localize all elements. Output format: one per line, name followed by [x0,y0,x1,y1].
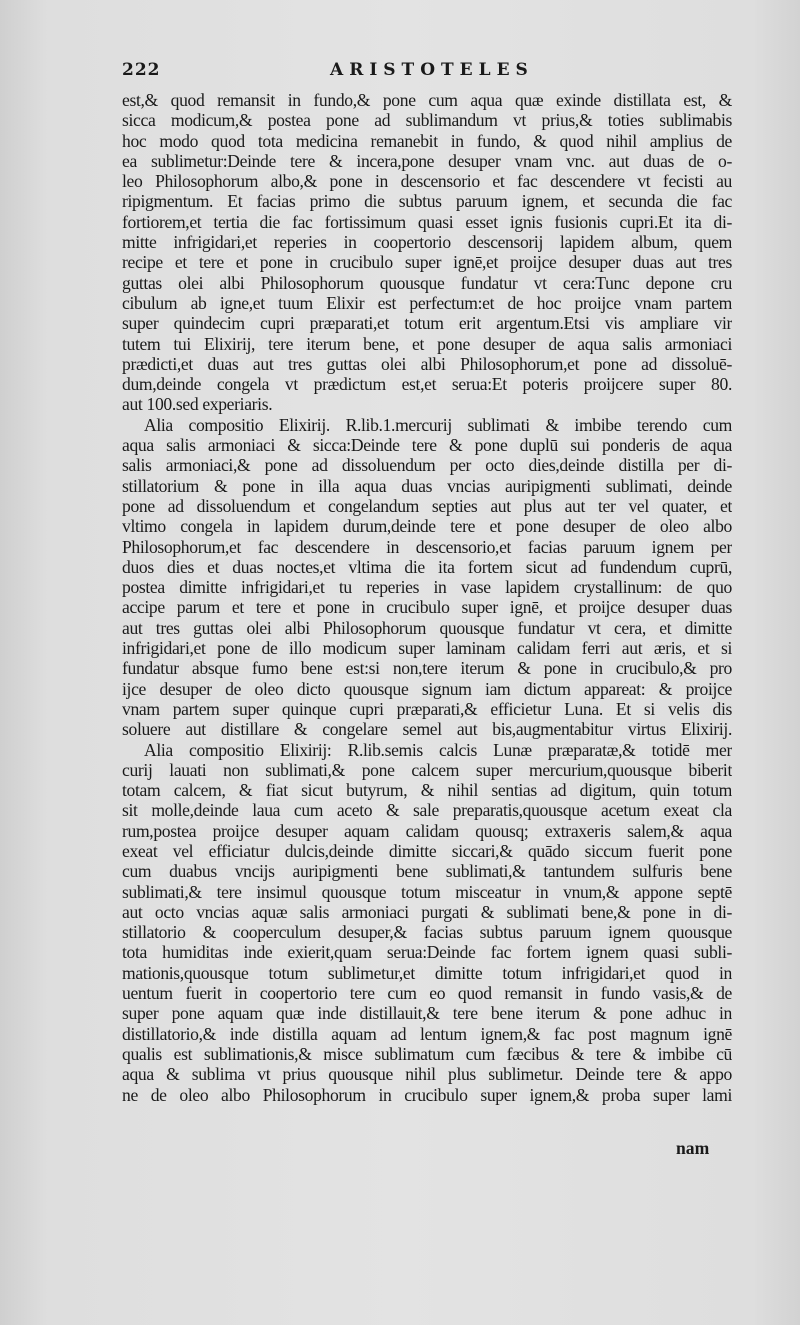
text-line: accipe parum et tere et pone in crucibulo super ignē, et proijce desuper duas [122,597,732,618]
text-line: stillatorium & pone in illa aqua duas vncias auripigmenti sublimati, deinde [122,475,732,496]
text-line: tota humiditas inde exierit,quam serua:Deinde fac fortem ignem quasi subli- [122,942,732,963]
text-line: ijce desuper de oleo dicto quousque signum iam dictum appareat: & proijce [122,678,732,699]
text-line: fortiorem,et tertia die fac fortissimum quasi esset ignis fusionis cupri.Et ita di- [122,211,732,232]
text-line: aut 100.sed experiaris. [122,394,273,415]
text-line: mationis,quousque totum sublimetur,et dimitte totum infrigidari,et quod in [122,962,732,983]
text-line: guttas olei albi Philosophorum quousque fundatur vt cera:Tunc depone cru [122,272,732,293]
text-line: vnam partem super quinque cupri præparati,& efficietur Luna. Et si velis dis [122,698,732,719]
text-line: totam calcem, & fiat sicut butyrum, & nihil sentias ad digitum, quin totum [122,780,732,801]
text-line: aqua salis armoniaci & sicca:Deinde tere & pone duplū sui ponderis de aqua [122,435,732,456]
text-line: sit molle,deinde laua cum aceto & sale preparatis,quousque acetum exeat cla [122,800,732,821]
body-text [122,90,732,1105]
paragraph-start-line: Alia compositio Elixirij. R.lib.1.mercurij sublimati & imbibe terendo cum [144,414,732,435]
text-line: exeat vel efficiatur dulcis,deinde dimitte siccari,& quādo siccum fuerit pone [122,840,732,861]
text-line: tutem tui Elixirij, tere iterum bene, et pone desuper de aqua salis armoniaci [122,333,732,354]
text-line: ne de oleo albo Philosophorum in crucibulo super ignem,& proba super lami [122,1084,732,1105]
text-line: Philosophorum,et fac descendere in descensorio,et facias paruum ignem per [122,536,732,557]
text-line: ripigmentum. Et facias primo die subtus paruum ignem, et secunda die fac [122,191,732,212]
text-line: prædicti,et duas aut tres guttas olei albi Philosophorum,et pone ad dissoluē- [122,353,732,374]
text-line: stillatorio & cooperculum desuper,& facias subtus paruum ignem quousque [122,922,732,943]
text-line: soluere aut distillare & congelare semel aut bis,augmentabitur virtus Elixirij. [122,719,732,740]
catchword: nam [676,1138,710,1158]
text-line: est,& quod remansit in fundo,& pone cum aqua quæ exinde distillata est, & [122,90,732,110]
text-line: salis armoniaci,& pone ad dissoluendum per octo dies,deinde distilla per di- [122,455,732,476]
text-line: ea sublimetur:Deinde tere & incera,pone desuper vnam vnc. aut duas de o- [122,150,732,171]
text-line: infrigidari,et pone de illo modicum super laminam calidam ferri aut æris, et si [122,638,732,659]
text-line: qualis est sublimationis,& misce sublimatum cum fæcibus & tere & imbibe cū [122,1043,732,1064]
text-line: vltimo congela in lapidem durum,deinde tere et pone desuper de oleo albo [122,516,732,537]
text-line: aut tres guttas olei albi Philosophorum quousque fundatur vt cera, et dimitte [122,617,732,638]
text-line: sicca modicum,& postea pone ad sublimandum vt prius,& toties sublimabis [122,110,732,131]
text-line: curij lauati non sublimati,& pone calcem super mercurium,quousque biberit [122,759,732,780]
text-line: postea dimitte infrigidari,et tu reperies in vase lapidem crystallinum: de quo [122,577,732,598]
text-line: fundatur absque fumo bene est:si non,tere iterum & pone in crucibulo,& pro [122,658,732,679]
text-line: duos dies et duas noctes,et vltima die ita fortem sicut ad fundendum cuprū, [122,556,732,577]
text-line: aqua & sublima vt prius quousque nihil plus sublimetur. Deinde tere & appo [122,1064,732,1085]
text-line: pone ad dissoluendum et congelandum septies aut plus aut ter vel quater, et [122,495,732,516]
text-line: uentum fuerit in coopertorio tere cum eo quod remansit in fundo vasis,& de [122,983,732,1004]
text-line: leo Philosophorum albo,& pone in descensorio et fac descendere vt fecisti au [122,171,732,192]
text-line: distillatorio,& inde distilla aquam ad lentum ignem,& fac post magnum ignē [122,1023,732,1044]
folio-number: 222 [122,60,161,80]
text-line: super pone aquam quæ inde distillauit,& tere bene iterum & pone adhuc in [122,1003,732,1024]
text-line: mitte infrigidari,et reperies in coopertorio descensorij lapidem album, quem [122,232,732,253]
text-line: super quindecim cupri præparati,et totum erit argentum.Etsi vis ampliare vir [122,313,732,334]
page-header [122,60,742,88]
text-line: dum,deinde congela vt prædictum est,et serua:Et poteris proijcere super 80. [122,374,732,395]
text-line: recipe et tere et pone in crucibulo super ignē,et proijce desuper duas aut tres [122,252,732,273]
text-line: cibulum ab igne,et tuum Elixir est perfectum:et de hoc proijce vnam partem [122,292,732,313]
text-line: sublimati,& tere insimul quousque totum misceatur in vnum,& appone septē [122,881,732,902]
text-line: aut octo vncias aquæ salis armoniaci purgati & sublimati bene,& pone in di- [122,901,732,922]
running-head: ARISTOTELES [330,60,534,80]
text-line: rum,postea proijce desuper aquam calidam quousq; extraxeris salem,& aqua [122,820,732,841]
text-line: cum duabus vncijs auripigmenti bene sublimati,& tantundem sulfuris bene [122,861,732,882]
text-line: hoc modo quod tota medicina remanebit in fundo, & quod nihil amplius de [122,130,732,151]
paragraph-start-line: Alia compositio Elixirij: R.lib.semis calcis Lunæ præparatæ,& totidē mer [144,739,732,760]
